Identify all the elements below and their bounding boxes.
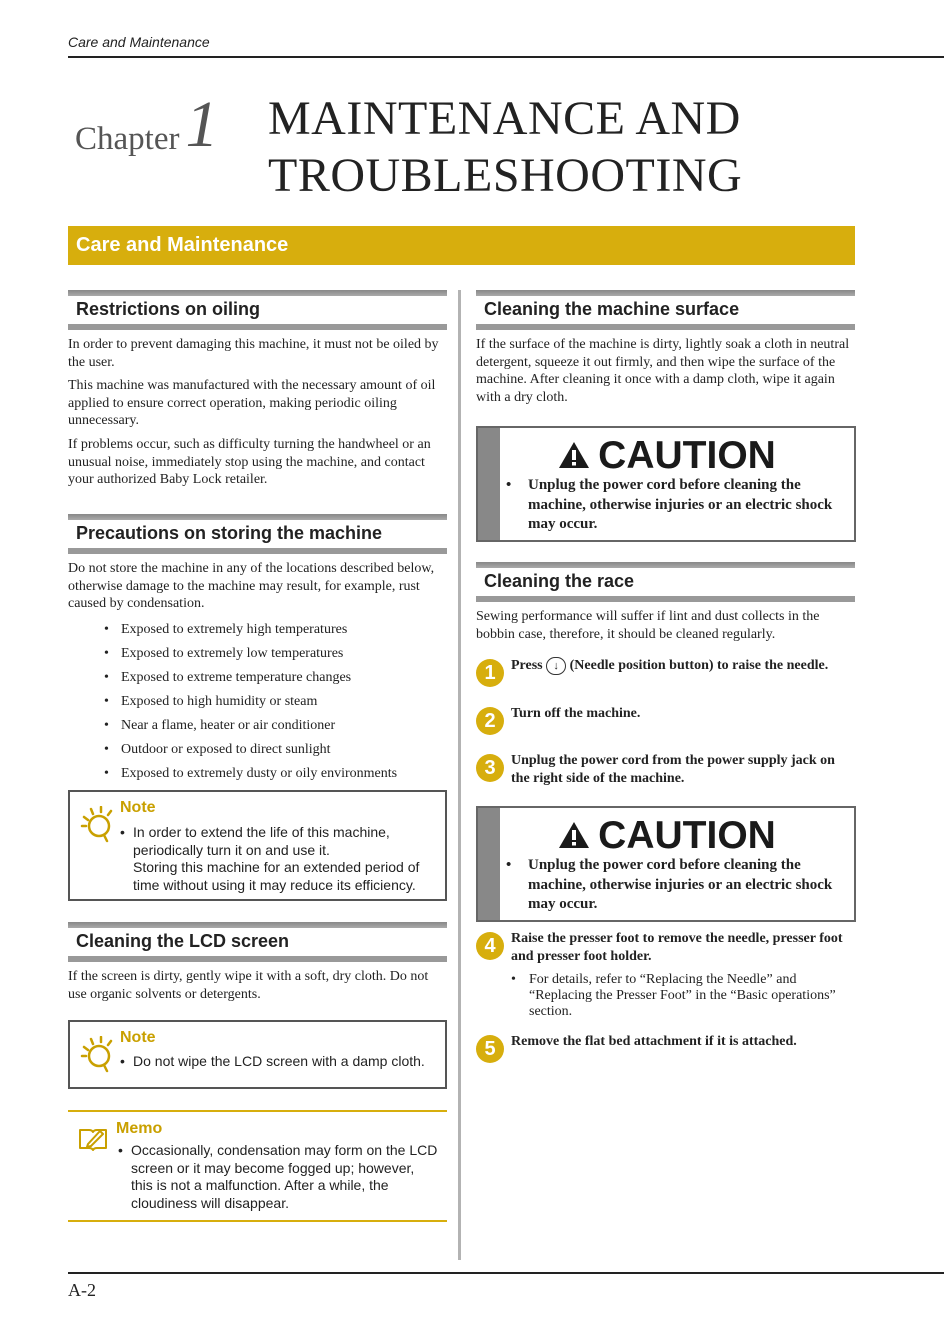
step-1-post: (Needle position button) to raise the needle. (569, 658, 829, 674)
storing-bullet-list (104, 618, 397, 786)
note-box-storing (68, 790, 447, 901)
heading-text: Precautions on storing the machine (76, 523, 383, 543)
column-divider (458, 290, 461, 1260)
note-text: • Do not wipe the LCD screen with a damp cloth. (120, 1053, 440, 1071)
heading-rule-bottom (68, 324, 447, 330)
section-heading-lcd (68, 922, 447, 962)
note-line-2: Storing this machine for an extended period of time without using it may reduce its efficiency. (133, 859, 420, 893)
needle-position-button-icon: ↓ (546, 657, 566, 675)
caution-title: CAUTION (598, 814, 776, 857)
list-item: • Exposed to extremely low temperatures (104, 642, 397, 666)
step-4-detail: • For details, refer to “Replacing the Needle” and “Replacing the Presser Foot” in the “Basic operations” section. (511, 972, 856, 1020)
chapter-title-line1: MAINTENANCE AND (268, 92, 741, 145)
step-1-pre: Press (511, 658, 543, 674)
heading-rule-top (68, 514, 447, 520)
section-heading-storing (68, 514, 447, 554)
step-text: Unplug the power cord from the power supply jack on the right side of the machine. (511, 753, 835, 786)
lcd-paragraph: If the screen is dirty, gently wipe it with a soft, dry cloth. Do not use organic solvents or detergents. (68, 969, 429, 1002)
caution-line: Unplug the power cord before cleaning the machine, otherwise injuries or an electric shock may occur. (528, 857, 833, 912)
caution-text: • Unplug the power cord before cleaning the machine, otherwise injuries or an electric shock may occur. (506, 857, 833, 912)
caution-title: CAUTION (598, 434, 776, 477)
step-number-3: 3 (476, 754, 504, 782)
race-intro: Sewing performance will suffer if lint and dust collects in the bobbin case, therefore, it should be cleaned regularly. (476, 609, 820, 642)
page-number: A-2 (68, 1280, 96, 1300)
caution-heading (478, 814, 856, 858)
footer-rule (68, 1272, 944, 1274)
memo-title: Memo (116, 1120, 163, 1137)
chapter-title-line2: TROUBLESHOOTING (268, 149, 743, 202)
list-item: • Exposed to high humidity or steam (104, 690, 397, 714)
heading-rule-top (476, 562, 855, 568)
heading-rule-bottom (68, 956, 447, 962)
step-number-4: 4 (476, 932, 504, 960)
list-item: • Exposed to extremely dusty or oily environments (104, 762, 397, 786)
heading-rule-top (68, 290, 447, 296)
chapter-word: Chapter (75, 121, 180, 157)
step-number-5: 5 (476, 1035, 504, 1063)
oiling-paragraph-3: If problems occur, such as difficulty turning the handwheel or an unusual noise, immediately stop using the machine, and contact your authorized Baby Lock retailer. (68, 437, 431, 487)
step-number-1: 1 (476, 659, 504, 687)
memo-pencil-icon (78, 1124, 108, 1152)
step-4-detail-text: For details, refer to “Replacing the Needle” and “Replacing the Presser Foot” in the “Basic operations” section. (529, 972, 836, 1019)
caution-text: • Unplug the power cord before cleaning the machine, otherwise injuries or an electric shock may occur. (506, 477, 833, 532)
section-heading-race (476, 562, 855, 602)
memo-text: • Occasionally, condensation may form on the LCD screen or it may become fogged up; however, this is not a malfunction. After a while, the cloudiness will disappear. (118, 1142, 438, 1211)
chapter-label (75, 88, 219, 161)
surface-paragraph: If the surface of the machine is dirty, lightly soak a cloth in neutral detergent, squeeze it out firmly, and then wipe the surface of the machine. After cleaning it once with a damp cloth, wipe it again with a dry cloth. (476, 337, 850, 405)
oiling-paragraph-1: In order to prevent damaging this machine, it must not be oiled by the user. (68, 337, 439, 370)
oiling-paragraph-2: This machine was manufactured with the necessary amount of oil applied to ensure correct operation, making periodic oiling unnecessary. (68, 378, 436, 428)
running-head: Care and Maintenance (68, 34, 210, 50)
lightbulb-icon (80, 1036, 114, 1074)
section-band (68, 226, 855, 265)
list-item: • Outdoor or exposed to direct sunlight (104, 738, 397, 762)
heading-rule-top (476, 290, 855, 296)
heading-text: Restrictions on oiling (76, 299, 261, 319)
heading-rule-bottom (68, 548, 447, 554)
memo-box (68, 1110, 447, 1222)
list-item: • Exposed to extremely high temperatures (104, 618, 397, 642)
caution-heading (478, 434, 856, 478)
warning-triangle-icon (558, 821, 590, 849)
caution-line: Unplug the power cord before cleaning the machine, otherwise injuries or an electric shock may occur. (528, 477, 833, 532)
note-title: Note (120, 1029, 156, 1046)
heading-rule-bottom (476, 596, 855, 602)
note-title: Note (120, 799, 156, 816)
step-text (511, 657, 856, 675)
list-item: • Exposed to extreme temperature changes (104, 666, 397, 690)
note-box-lcd (68, 1020, 447, 1089)
step-text: Raise the presser foot to remove the needle, presser foot and presser foot holder. (511, 931, 843, 964)
heading-rule-bottom (476, 324, 855, 330)
heading-text: Cleaning the LCD screen (76, 931, 290, 951)
lightbulb-icon (80, 806, 114, 844)
header-rule (68, 56, 944, 58)
warning-triangle-icon (558, 441, 590, 469)
note-text: • In order to extend the life of this machine, periodically turn it on and use it. Storing this machine for an extended period of time without using it may reduce its efficiency. (120, 824, 440, 894)
heading-text: Cleaning the machine surface (484, 299, 740, 319)
section-heading-surface (476, 290, 855, 330)
note-line-1: In order to extend the life of this machine, periodically turn it on and use it. (133, 824, 390, 858)
step-text: Turn off the machine. (511, 706, 641, 721)
memo-line: Occasionally, condensation may form on the LCD screen or it may become fogged up; however, this is not a malfunction. After a while, the cloudiness will disappear. (131, 1142, 438, 1211)
heading-rule-top (68, 922, 447, 928)
section-heading-oiling (68, 290, 447, 330)
note-line: Do not wipe the LCD screen with a damp cloth. (133, 1053, 425, 1069)
step-text: Remove the flat bed attachment if it is attached. (511, 1034, 797, 1049)
list-item: • Near a flame, heater or air conditioner (104, 714, 397, 738)
heading-text: Cleaning the race (484, 571, 635, 591)
caution-box-race (476, 806, 856, 922)
section-band-title: Care and Maintenance (76, 234, 289, 256)
chapter-number: 1 (185, 88, 219, 161)
caution-box-surface (476, 426, 856, 542)
step-number-2: 2 (476, 707, 504, 735)
storing-intro: Do not store the machine in any of the locations described below, otherwise damage to the machine may result, for example, rust caused by condensation. (68, 561, 435, 611)
chapter-title (268, 90, 742, 204)
